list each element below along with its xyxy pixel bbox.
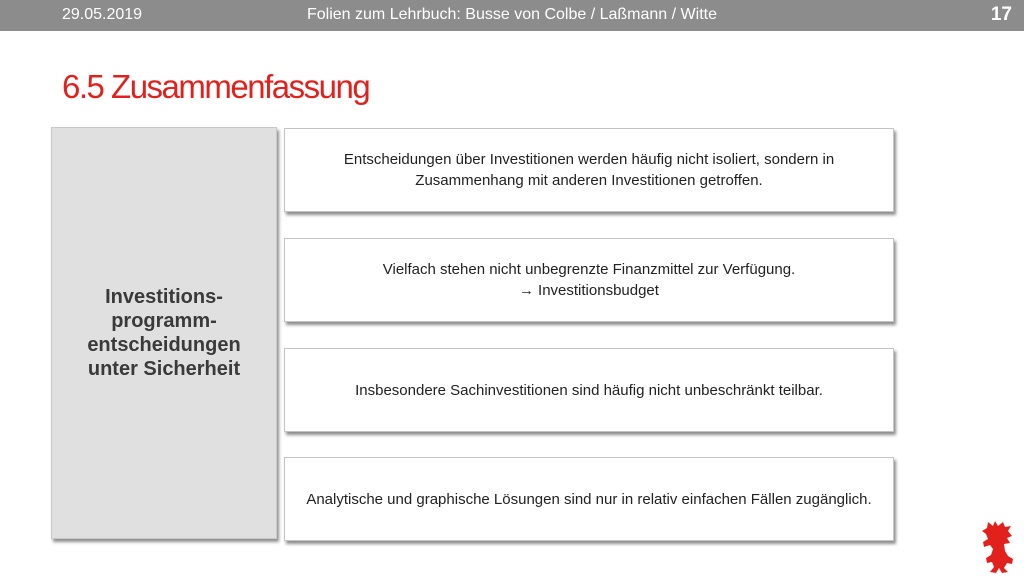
slide-date: 29.05.2019 [62,6,143,23]
header-bar [0,0,1024,31]
topic-line-2: programm- [111,310,217,332]
topic-line-4: unter Sicherheit [87,358,241,380]
berlin-bear-icon [980,518,1020,574]
summary-card-text: Insbesondere Sachinvestitionen sind häufig nicht unbeschränkt teilbar. [355,381,823,399]
topic-line-1: Investitions- [105,286,223,308]
summary-card-2 [284,238,894,322]
summary-card-4 [284,457,894,541]
summary-card-1 [284,128,894,212]
page-number: 17 [990,4,1012,25]
result-text: Investitionsbudget [538,282,659,299]
topic-label [64,285,264,381]
slide-caption: Folien zum Lehrbuch: Busse von Colbe / Laßmann / Witte [307,6,717,23]
result-line [383,280,795,301]
summary-card-text: Vielfach stehen nicht unbegrenzte Finanzmittel zur Verfügung. [382,261,796,278]
summary-card-text: Analytische und graphische Lösungen sind nur in relativ einfachen Fällen zugänglich. [306,490,872,508]
topic-box [51,127,277,539]
summary-card-text: Entscheidungen über Investitionen werden häufig nicht isoliert, sondern in Zusammenhang mit anderen Investitionen getroffen. [343,151,835,189]
page-title: 6.5 Zusammenfassung [62,68,370,105]
arrow-right-icon: → [519,282,535,299]
topic-line-3: entscheidungen [87,334,241,356]
summary-card-3 [284,348,894,432]
summary-card-content [383,259,795,301]
